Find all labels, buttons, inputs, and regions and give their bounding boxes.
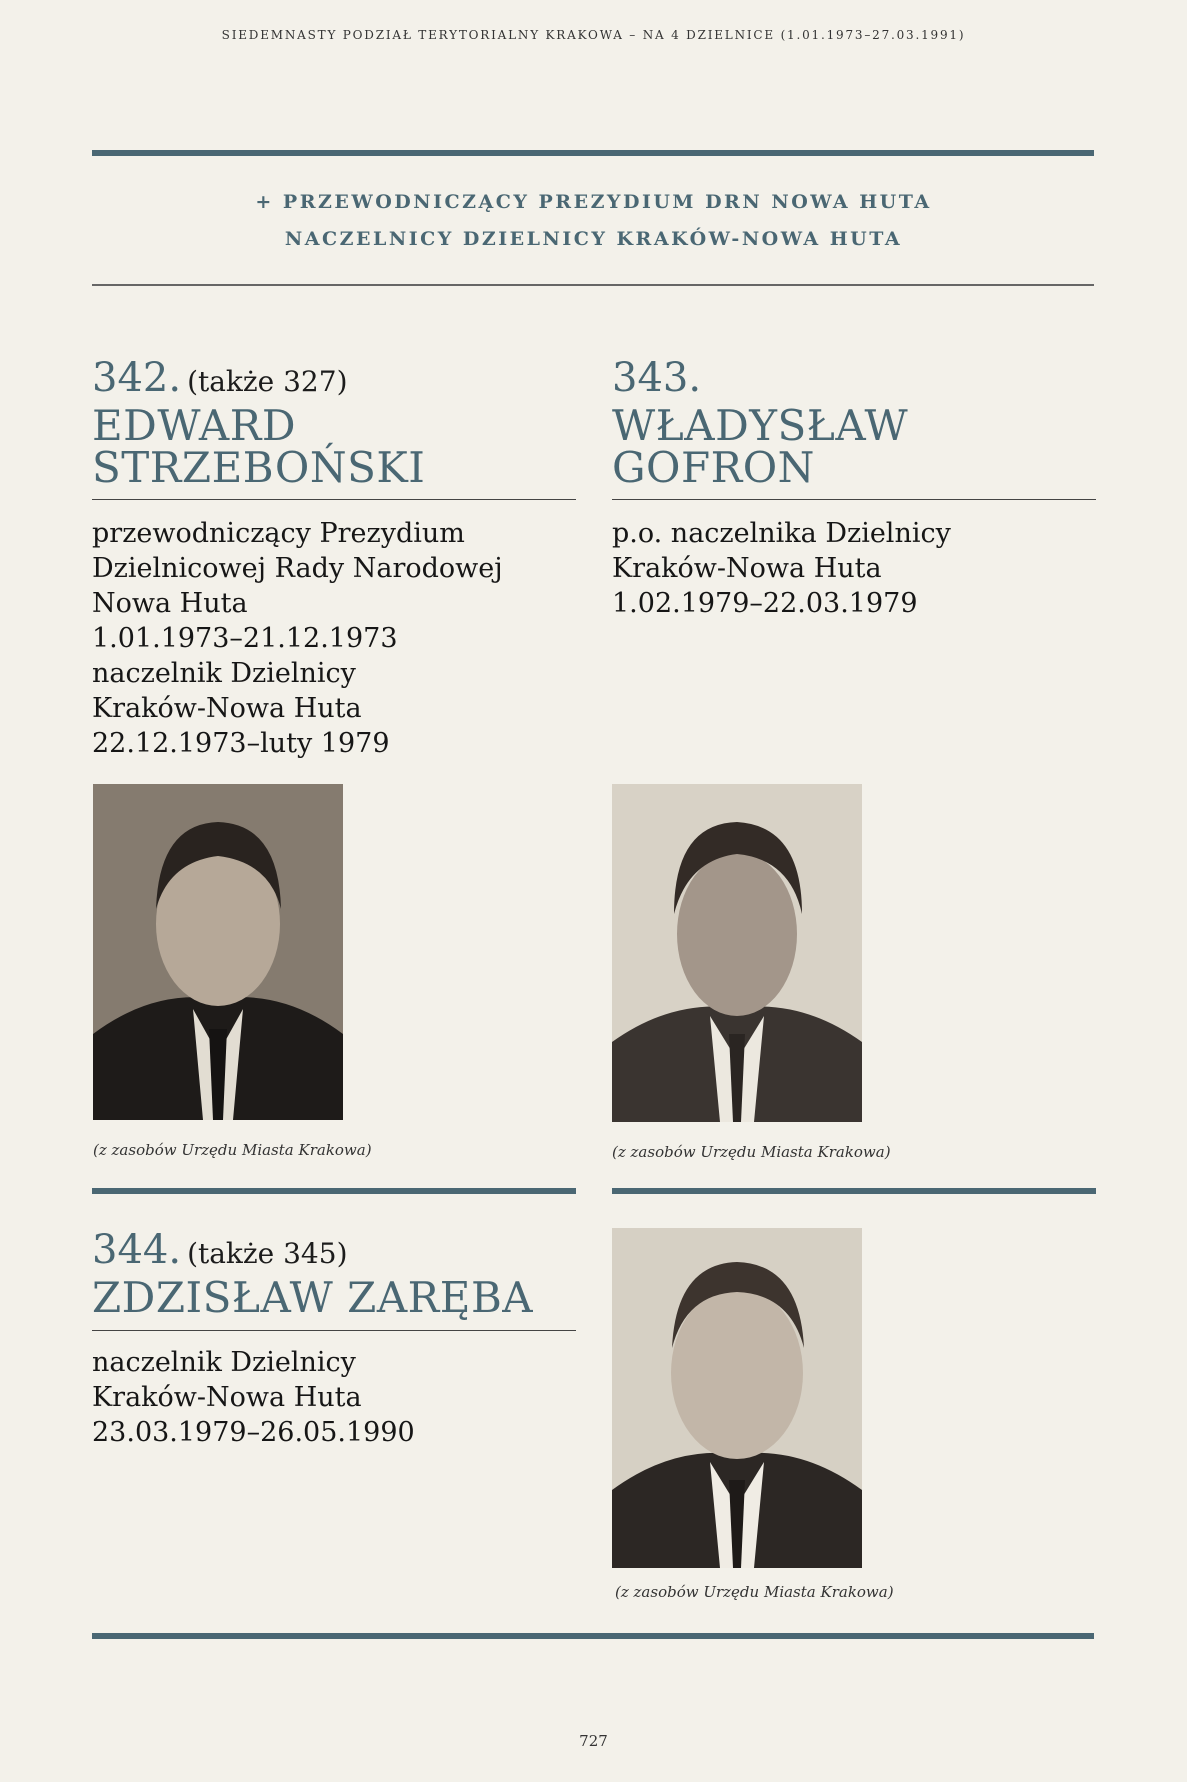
photo-caption: (z zasobów Urzędu Miasta Krakowa) [615,1583,894,1601]
desc-line: Kraków-Nowa Huta [92,693,362,724]
desc-line: Kraków-Nowa Huta [92,1382,362,1413]
desc-line: 1.02.1979–22.03.1979 [612,588,918,619]
desc-line: 1.01.1973–21.12.1973 [92,623,398,654]
desc-line: Kraków-Nowa Huta [612,553,882,584]
photo-caption: (z zasobów Urzędu Miasta Krakowa) [93,1141,372,1159]
entry-also: (także 327) [187,365,348,398]
section-bottom-rule [92,284,1094,286]
entry-description [92,516,503,761]
entry-name [612,401,909,492]
entry-name-rule [612,499,1096,500]
entry-number-value: 342. [92,355,182,401]
entry-separator-rule [92,1188,576,1194]
desc-line: naczelnik Dzielnicy [92,1347,356,1378]
photo-caption: (z zasobów Urzędu Miasta Krakowa) [612,1143,891,1161]
desc-line: Nowa Huta [92,588,248,619]
entry-name-line: ZDZISŁAW ZARĘBA [92,1273,534,1322]
desc-line: 22.12.1973–luty 1979 [92,728,390,759]
desc-line: naczelnik Dzielnicy [92,658,356,689]
entry-separator-rule [612,1188,1096,1194]
page-number: 727 [579,1732,608,1750]
section-title-line2: NACZELNICY DZIELNICY KRAKÓW-NOWA HUTA [284,228,903,250]
bottom-rule [92,1633,1094,1639]
entry-description [612,516,951,621]
entry-name [92,401,426,492]
entry-name-line: GOFRON [612,443,815,492]
portrait-photo [93,784,343,1120]
entry-also: (także 345) [187,1237,348,1270]
section-title-line1: + PRZEWODNICZĄCY PREZYDIUM DRN NOWA HUTA [255,191,932,213]
entry-name-rule [92,499,576,500]
entry-name-line: EDWARD [92,401,297,450]
entry-description [92,1345,415,1450]
entry-name-line: STRZEBOŃSKI [92,443,426,492]
running-header: SIEDEMNASTY PODZIAŁ TERYTORIALNY KRAKOWA – NA 4 DZIELNICE (1.01.1973–27.03.1991) [221,28,966,42]
entry-name [92,1273,534,1322]
desc-line: przewodniczący Prezydium [92,518,465,549]
portrait-photo [612,784,862,1122]
entry-number-value: 344. [92,1227,182,1273]
entry-number [92,1227,348,1273]
portrait-photo [612,1228,862,1568]
desc-line: 23.03.1979–26.05.1990 [92,1417,415,1448]
entry-number-value: 343. [612,355,702,401]
entry-number [92,355,348,401]
entry-number [612,355,707,401]
top-rule [92,150,1094,156]
desc-line: Dzielnicowej Rady Narodowej [92,553,503,584]
entry-name-rule [92,1330,576,1331]
desc-line: p.o. naczelnika Dzielnicy [612,518,951,549]
entry-name-line: WŁADYSŁAW [612,401,909,450]
